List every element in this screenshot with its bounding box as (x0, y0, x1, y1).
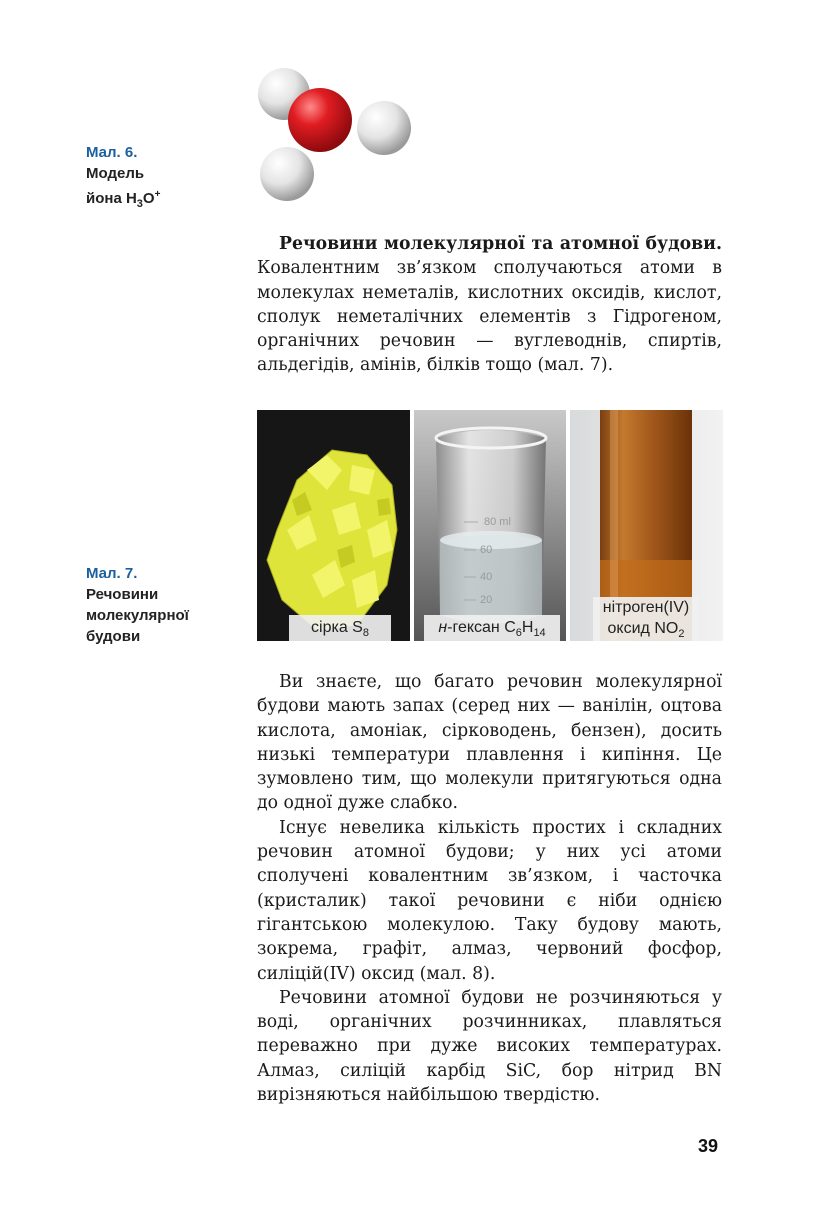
beaker-mark-60: 60 (480, 544, 493, 556)
hydrogen-atom (357, 101, 411, 155)
section-paragraph: Ковалентним зв’язком сполучаються атоми в молекулах неметалів, кислотних оксидів, кислот, сполук неметалічних елементів з Гідрогеном, органічних речовин — вуглеводнів, спиртів, альдегідів, амінів, білків тощо (мал. 7). (257, 258, 722, 376)
paragraph: Існує невелика кількість простих і складних речовин атомної будови; у них усі атоми сполучені ковалентним зв’язком, і часточка (кристалик) такої речовини є ніби однією гігантською молекулою. Таку будову мають, зокрема, графіт, алмаз, червоний фосфор, силіцій(IV) оксид (мал. 8). (257, 817, 722, 984)
hydrogen-atom (260, 147, 314, 201)
label-hexane: н-гексан $C_6H_{14}$ (424, 615, 560, 641)
figure-6-number: Мал. 6. (86, 144, 138, 161)
hexane-beaker-image (414, 410, 566, 641)
figure-7-number: Мал. 7. (86, 565, 138, 582)
figure-7-caption-line: молекулярної (86, 607, 189, 624)
photo-hexane (414, 410, 566, 641)
figure-7-caption (86, 563, 189, 647)
figure-7-photos (257, 410, 723, 641)
section-heading: Речовини молекулярної та атомної будови. (279, 234, 722, 254)
beaker-mark-40: 40 (480, 571, 493, 583)
figure-6-caption (86, 142, 160, 215)
sulfur-crystals-image (257, 410, 410, 641)
beaker-mark-80: 80 ml (484, 516, 511, 528)
body-paragraphs (257, 670, 722, 1107)
figure-6-caption-line1: Модель (86, 165, 145, 182)
photo-nitrogen-dioxide (570, 410, 723, 641)
section-intro (257, 232, 722, 378)
label-nitrogen-dioxide-line2: оксид $NO_2$ (607, 620, 685, 641)
figure-7-caption-line: будови (86, 628, 141, 645)
figure-6-caption-line2: йона $H_3O^+$ (86, 189, 161, 210)
page-number: 39 (698, 1136, 719, 1156)
hydronium-molecule-model (250, 62, 420, 212)
paragraph: Речовини атомної будови не розчиняються у воді, органічних розчинниках, плавляться переважно при дуже високих температурах. Алмаз, силіцій карбід SiC, бор нітрид BN вирізняються найбільшою твердістю. (257, 987, 722, 1106)
figure-7-caption-line: Речовини (86, 586, 159, 603)
label-nitrogen-dioxide (593, 597, 699, 641)
oxygen-atom (288, 88, 352, 152)
label-nitrogen-dioxide-line1: нітроген(IV) (602, 599, 690, 616)
paragraph: Ви знаєте, що багато речовин молекулярної будови мають запах (серед них — ванілін, оцтова кислота, амоніак, сірководень, бензен), досить низькі температури плавлення і кипіння. Це зумовлено тим, що молекули притягуються одна до одної дуже слабко. (257, 672, 722, 814)
photo-sulfur (257, 410, 410, 641)
beaker-mark-20: 20 (480, 594, 493, 606)
label-sulfur: сірка $S_8$ (289, 615, 391, 641)
